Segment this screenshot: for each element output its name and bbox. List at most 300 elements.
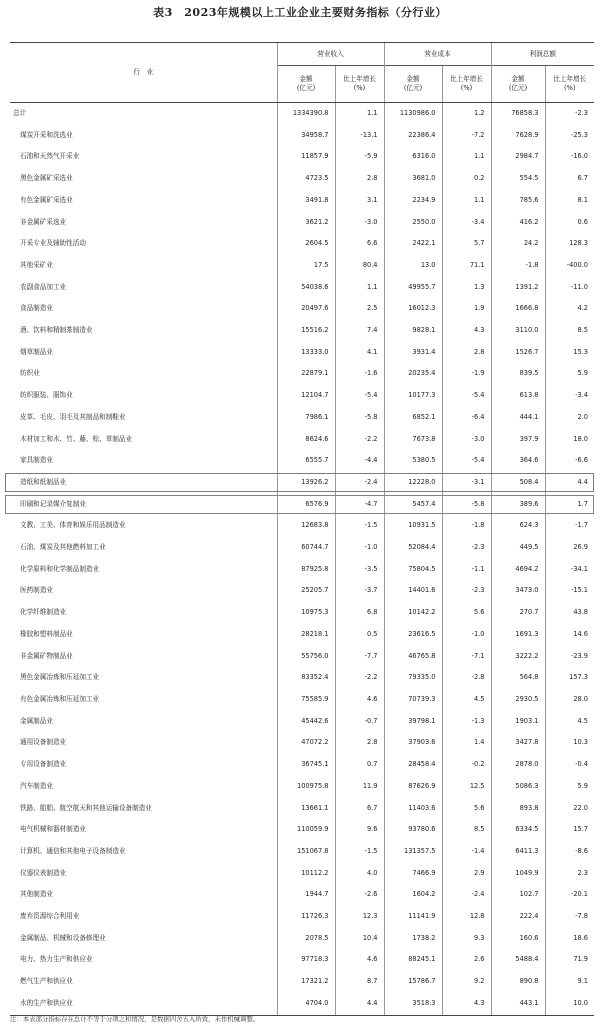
cost-amount: 20235.4 bbox=[384, 363, 442, 385]
profit-amount: 613.8 bbox=[491, 385, 545, 407]
revenue-amount: 11857.9 bbox=[277, 146, 335, 168]
revenue-amount: 13661.1 bbox=[277, 798, 335, 820]
cost-amount: 5380.5 bbox=[384, 450, 442, 472]
table-row bbox=[10, 342, 594, 364]
industry-name: 有色金属冶炼和压延加工业 bbox=[20, 694, 100, 703]
cost-amount: 3681.0 bbox=[384, 168, 442, 190]
profit-amount: 160.6 bbox=[491, 928, 545, 950]
cost-growth: 2.6 bbox=[442, 949, 491, 971]
cost-growth: -0.2 bbox=[442, 754, 491, 776]
table-row bbox=[10, 429, 594, 451]
revenue-growth: -13.1 bbox=[335, 125, 384, 147]
header-profit-growth: 比上年增长 (%) bbox=[545, 66, 594, 103]
revenue-growth: 0.5 bbox=[335, 624, 384, 646]
profit-growth: 18.0 bbox=[545, 429, 594, 451]
revenue-growth: 0.7 bbox=[335, 754, 384, 776]
revenue-growth: 2.8 bbox=[335, 168, 384, 190]
profit-growth: -15.1 bbox=[545, 580, 594, 602]
industry-name: 黑色金属冶炼和压延加工业 bbox=[20, 673, 100, 682]
table-row bbox=[10, 667, 594, 689]
cost-amount: 5457.4 bbox=[384, 494, 442, 516]
industry-name: 黑色金属矿采选业 bbox=[20, 174, 73, 183]
industry-name: 化学原料和化学制品制造业 bbox=[20, 564, 100, 573]
profit-amount: 893.8 bbox=[491, 798, 545, 820]
financial-table bbox=[10, 42, 594, 1016]
profit-amount: 5086.3 bbox=[491, 776, 545, 798]
profit-growth: -20.1 bbox=[545, 884, 594, 906]
industry-name: 计算机、通信和其他电子设备制造业 bbox=[20, 846, 126, 855]
industry-name: 印刷和记录媒介复制业 bbox=[20, 499, 86, 508]
revenue-amount: 3491.8 bbox=[277, 190, 335, 212]
industry-name: 废弃资源综合利用业 bbox=[20, 912, 80, 921]
cost-growth: -2.3 bbox=[442, 580, 491, 602]
revenue-growth: 7.4 bbox=[335, 320, 384, 342]
cost-amount: 7673.8 bbox=[384, 429, 442, 451]
profit-amount: 449.5 bbox=[491, 537, 545, 559]
profit-amount: 4694.2 bbox=[491, 559, 545, 581]
cost-growth: -3.4 bbox=[442, 212, 491, 234]
table-row bbox=[10, 320, 594, 342]
industry-name: 橡胶和塑料制品业 bbox=[20, 629, 73, 638]
cost-growth: 1.2 bbox=[442, 103, 491, 125]
revenue-amount: 87925.8 bbox=[277, 559, 335, 581]
cost-amount: 2550.0 bbox=[384, 212, 442, 234]
revenue-amount: 12104.7 bbox=[277, 385, 335, 407]
cost-growth: 2.9 bbox=[442, 863, 491, 885]
cost-amount: 9828.1 bbox=[384, 320, 442, 342]
profit-amount: 222.4 bbox=[491, 906, 545, 928]
industry-name: 纺织服装、服饰业 bbox=[20, 391, 73, 400]
profit-amount: 6334.5 bbox=[491, 819, 545, 841]
revenue-amount: 55756.0 bbox=[277, 646, 335, 668]
cost-growth: 71.1 bbox=[442, 255, 491, 277]
cost-amount: 93780.6 bbox=[384, 819, 442, 841]
table-row bbox=[10, 537, 594, 559]
cost-amount: 14401.6 bbox=[384, 580, 442, 602]
header-cost: 营业成本 bbox=[384, 43, 491, 66]
cost-amount: 131357.5 bbox=[384, 841, 442, 863]
profit-growth: 4.5 bbox=[545, 711, 594, 733]
profit-growth: -7.8 bbox=[545, 906, 594, 928]
table-row bbox=[10, 277, 594, 299]
revenue-growth: 1.1 bbox=[335, 277, 384, 299]
industry-name: 电气机械和器材制造业 bbox=[20, 825, 86, 834]
industry-name: 总计 bbox=[13, 109, 27, 117]
table-row bbox=[10, 863, 594, 885]
revenue-amount: 83352.4 bbox=[277, 667, 335, 689]
header-profit-amount: 金额 (亿元) bbox=[491, 66, 545, 103]
cost-amount: 3518.3 bbox=[384, 993, 442, 1015]
cost-growth: 1.3 bbox=[442, 277, 491, 299]
revenue-growth: -2.6 bbox=[335, 884, 384, 906]
profit-growth: -0.4 bbox=[545, 754, 594, 776]
revenue-amount: 17321.2 bbox=[277, 971, 335, 993]
revenue-amount: 151067.8 bbox=[277, 841, 335, 863]
revenue-growth: 11.9 bbox=[335, 776, 384, 798]
industry-name: 非金属矿采选业 bbox=[20, 217, 67, 226]
revenue-growth: 6.6 bbox=[335, 233, 384, 255]
cost-amount: 6852.1 bbox=[384, 407, 442, 429]
revenue-growth: -5.4 bbox=[335, 385, 384, 407]
industry-name: 其他制造业 bbox=[20, 890, 53, 899]
industry-name: 纺织业 bbox=[20, 369, 40, 378]
table-row bbox=[10, 646, 594, 668]
profit-growth: 26.9 bbox=[545, 537, 594, 559]
revenue-amount: 11726.3 bbox=[277, 906, 335, 928]
table-row bbox=[10, 602, 594, 624]
profit-growth: -11.0 bbox=[545, 277, 594, 299]
profit-amount: 3110.0 bbox=[491, 320, 545, 342]
cost-amount: 10142.2 bbox=[384, 602, 442, 624]
profit-amount: 1049.9 bbox=[491, 863, 545, 885]
industry-name: 石油、煤炭及其他燃料加工业 bbox=[20, 543, 106, 552]
revenue-amount: 4704.0 bbox=[277, 993, 335, 1015]
revenue-growth: -2.4 bbox=[335, 472, 384, 494]
table-row bbox=[10, 949, 594, 971]
profit-growth: 71.9 bbox=[545, 949, 594, 971]
cost-amount: 52084.4 bbox=[384, 537, 442, 559]
table-row bbox=[10, 515, 594, 537]
cost-growth: -5.4 bbox=[442, 450, 491, 472]
cost-growth: -1.9 bbox=[442, 363, 491, 385]
industry-name: 铁路、船舶、航空航天和其他运输设备制造业 bbox=[20, 803, 152, 812]
table-row bbox=[10, 689, 594, 711]
profit-amount: 1391.2 bbox=[491, 277, 545, 299]
table-row bbox=[10, 255, 594, 277]
profit-growth: 10.3 bbox=[545, 732, 594, 754]
revenue-amount: 3621.2 bbox=[277, 212, 335, 234]
cost-growth: 12.5 bbox=[442, 776, 491, 798]
table-row bbox=[10, 798, 594, 820]
industry-name: 化学纤维制造业 bbox=[20, 608, 67, 617]
revenue-amount: 36745.1 bbox=[277, 754, 335, 776]
profit-growth: 5.9 bbox=[545, 776, 594, 798]
cost-amount: 1738.2 bbox=[384, 928, 442, 950]
revenue-amount: 17.5 bbox=[277, 255, 335, 277]
revenue-growth: 2.5 bbox=[335, 298, 384, 320]
cost-growth: 9.2 bbox=[442, 971, 491, 993]
table-row bbox=[10, 125, 594, 147]
profit-amount: 270.7 bbox=[491, 602, 545, 624]
cost-amount: 1604.2 bbox=[384, 884, 442, 906]
table-row bbox=[10, 472, 594, 494]
table-row bbox=[10, 971, 594, 993]
cost-growth: -6.4 bbox=[442, 407, 491, 429]
revenue-growth: -7.7 bbox=[335, 646, 384, 668]
profit-amount: 3222.2 bbox=[491, 646, 545, 668]
revenue-amount: 15516.2 bbox=[277, 320, 335, 342]
cost-growth: 4.3 bbox=[442, 993, 491, 1015]
table-row bbox=[10, 754, 594, 776]
profit-growth: 28.0 bbox=[545, 689, 594, 711]
profit-amount: 444.1 bbox=[491, 407, 545, 429]
cost-growth: 5.7 bbox=[442, 233, 491, 255]
cost-amount: 2234.9 bbox=[384, 190, 442, 212]
table-row bbox=[10, 233, 594, 255]
cost-growth: 0.2 bbox=[442, 168, 491, 190]
header-revenue: 营业收入 bbox=[277, 43, 384, 66]
revenue-amount: 54038.6 bbox=[277, 277, 335, 299]
industry-name: 燃气生产和供应业 bbox=[20, 977, 73, 986]
industry-name: 烟草制品业 bbox=[20, 347, 53, 356]
table-row bbox=[10, 580, 594, 602]
revenue-amount: 75585.9 bbox=[277, 689, 335, 711]
revenue-amount: 2604.5 bbox=[277, 233, 335, 255]
header-revenue-amount: 金额 (亿元) bbox=[277, 66, 335, 103]
profit-amount: 24.2 bbox=[491, 233, 545, 255]
table-row bbox=[10, 711, 594, 733]
industry-name: 家具制造业 bbox=[20, 456, 53, 465]
profit-growth: 2.3 bbox=[545, 863, 594, 885]
revenue-amount: 1944.7 bbox=[277, 884, 335, 906]
revenue-amount: 4723.5 bbox=[277, 168, 335, 190]
cost-growth: -3.1 bbox=[442, 472, 491, 494]
profit-growth: -34.1 bbox=[545, 559, 594, 581]
cost-growth: -5.4 bbox=[442, 385, 491, 407]
revenue-amount: 110059.9 bbox=[277, 819, 335, 841]
cost-amount: 88245.1 bbox=[384, 949, 442, 971]
revenue-growth: 4.1 bbox=[335, 342, 384, 364]
revenue-growth: 1.1 bbox=[335, 103, 384, 125]
cost-amount: 10177.3 bbox=[384, 385, 442, 407]
profit-amount: 102.7 bbox=[491, 884, 545, 906]
industry-name: 皮革、毛皮、羽毛及其制品和制鞋业 bbox=[20, 412, 126, 421]
industry-name: 酒、饮料和精制茶制造业 bbox=[20, 326, 93, 335]
profit-amount: 624.3 bbox=[491, 515, 545, 537]
profit-amount: 3427.8 bbox=[491, 732, 545, 754]
table-row bbox=[10, 212, 594, 234]
industry-name: 非金属矿物制品业 bbox=[20, 651, 73, 660]
cost-amount: 10931.5 bbox=[384, 515, 442, 537]
profit-growth: 1.7 bbox=[545, 494, 594, 516]
cost-amount: 7466.9 bbox=[384, 863, 442, 885]
revenue-amount: 1334390.8 bbox=[277, 103, 335, 125]
revenue-growth: -5.9 bbox=[335, 146, 384, 168]
profit-amount: 416.2 bbox=[491, 212, 545, 234]
header-revenue-growth: 比上年增长 (%) bbox=[335, 66, 384, 103]
cost-amount: 87626.9 bbox=[384, 776, 442, 798]
table-row bbox=[10, 819, 594, 841]
profit-growth: 8.5 bbox=[545, 320, 594, 342]
cost-growth: -1.3 bbox=[442, 711, 491, 733]
profit-amount: 2930.5 bbox=[491, 689, 545, 711]
profit-growth: -23.9 bbox=[545, 646, 594, 668]
revenue-growth: -2.2 bbox=[335, 429, 384, 451]
profit-growth: 10.0 bbox=[545, 993, 594, 1015]
industry-name: 文教、工美、体育和娱乐用品制造业 bbox=[20, 521, 126, 530]
header-profit: 利润总额 bbox=[491, 43, 594, 66]
profit-growth: 18.6 bbox=[545, 928, 594, 950]
cost-growth: 1.1 bbox=[442, 146, 491, 168]
revenue-growth: -3.7 bbox=[335, 580, 384, 602]
revenue-growth: 4.6 bbox=[335, 689, 384, 711]
profit-growth: 9.1 bbox=[545, 971, 594, 993]
profit-amount: 364.6 bbox=[491, 450, 545, 472]
profit-amount: 554.5 bbox=[491, 168, 545, 190]
revenue-growth: 3.1 bbox=[335, 190, 384, 212]
table-title: 表3 2023年规模以上工业企业主要财务指标（分行业） bbox=[153, 6, 447, 19]
revenue-growth: 6.7 bbox=[335, 798, 384, 820]
profit-growth: 22.0 bbox=[545, 798, 594, 820]
profit-amount: 3473.0 bbox=[491, 580, 545, 602]
cost-amount: 23616.5 bbox=[384, 624, 442, 646]
revenue-amount: 28218.1 bbox=[277, 624, 335, 646]
cost-amount: 16012.3 bbox=[384, 298, 442, 320]
cost-amount: 12228.0 bbox=[384, 472, 442, 494]
profit-growth: -25.3 bbox=[545, 125, 594, 147]
revenue-growth: 2.8 bbox=[335, 732, 384, 754]
profit-amount: 2878.0 bbox=[491, 754, 545, 776]
profit-growth: 15.3 bbox=[545, 342, 594, 364]
revenue-growth: -1.6 bbox=[335, 363, 384, 385]
cost-amount: 22386.4 bbox=[384, 125, 442, 147]
profit-growth: 157.3 bbox=[545, 667, 594, 689]
cost-amount: 3931.4 bbox=[384, 342, 442, 364]
revenue-growth: -3.0 bbox=[335, 212, 384, 234]
cost-growth: 4.3 bbox=[442, 320, 491, 342]
table-row bbox=[10, 407, 594, 429]
table-row bbox=[10, 559, 594, 581]
cost-amount: 28458.4 bbox=[384, 754, 442, 776]
cost-growth: 1.9 bbox=[442, 298, 491, 320]
cost-amount: 2422.1 bbox=[384, 233, 442, 255]
table-row bbox=[10, 190, 594, 212]
industry-name: 专用设备制造业 bbox=[20, 760, 67, 769]
revenue-amount: 10112.2 bbox=[277, 863, 335, 885]
industry-name: 食品制造业 bbox=[20, 304, 53, 313]
profit-growth: 14.6 bbox=[545, 624, 594, 646]
profit-growth: 128.3 bbox=[545, 233, 594, 255]
industry-name: 其他采矿业 bbox=[20, 260, 53, 269]
profit-growth: 4.4 bbox=[545, 472, 594, 494]
cost-amount: 75804.5 bbox=[384, 559, 442, 581]
profit-amount: 1526.7 bbox=[491, 342, 545, 364]
table-row bbox=[10, 993, 594, 1015]
table-row bbox=[10, 624, 594, 646]
cost-growth: -2.8 bbox=[442, 667, 491, 689]
cost-amount: 1130986.0 bbox=[384, 103, 442, 125]
industry-name: 木材加工和木、竹、藤、棕、草制品业 bbox=[20, 434, 133, 443]
revenue-growth: -3.5 bbox=[335, 559, 384, 581]
revenue-amount: 100975.8 bbox=[277, 776, 335, 798]
revenue-growth: 10.4 bbox=[335, 928, 384, 950]
table-row bbox=[10, 168, 594, 190]
revenue-growth: 6.8 bbox=[335, 602, 384, 624]
cost-amount: 70739.3 bbox=[384, 689, 442, 711]
industry-name: 石油和天然气开采业 bbox=[20, 152, 80, 161]
industry-name: 医药制造业 bbox=[20, 586, 53, 595]
industry-name: 农副食品加工业 bbox=[20, 282, 67, 291]
industry-name: 金属制品业 bbox=[20, 716, 53, 725]
cost-growth: -7.2 bbox=[442, 125, 491, 147]
profit-amount: 1691.3 bbox=[491, 624, 545, 646]
revenue-growth: 12.3 bbox=[335, 906, 384, 928]
profit-growth: 8.1 bbox=[545, 190, 594, 212]
cost-amount: 15786.7 bbox=[384, 971, 442, 993]
table-row bbox=[10, 146, 594, 168]
profit-growth: -3.4 bbox=[545, 385, 594, 407]
cost-amount: 11403.6 bbox=[384, 798, 442, 820]
table-body bbox=[10, 103, 594, 1016]
cost-growth: 8.5 bbox=[442, 819, 491, 841]
revenue-growth: 4.0 bbox=[335, 863, 384, 885]
table-row bbox=[10, 906, 594, 928]
cost-amount: 6316.0 bbox=[384, 146, 442, 168]
cost-amount: 13.0 bbox=[384, 255, 442, 277]
cost-amount: 37903.6 bbox=[384, 732, 442, 754]
profit-amount: 5488.4 bbox=[491, 949, 545, 971]
cost-amount: 46765.8 bbox=[384, 646, 442, 668]
financial-table-container bbox=[10, 42, 594, 1016]
cost-growth: 5.6 bbox=[442, 602, 491, 624]
industry-name: 水的生产和供应业 bbox=[10, 993, 277, 1015]
cost-growth: -3.0 bbox=[442, 429, 491, 451]
profit-amount: 2984.7 bbox=[491, 146, 545, 168]
table-row bbox=[10, 928, 594, 950]
cost-growth: 5.6 bbox=[442, 798, 491, 820]
profit-growth: 4.2 bbox=[545, 298, 594, 320]
revenue-growth: 9.6 bbox=[335, 819, 384, 841]
cost-growth: -2.3 bbox=[442, 537, 491, 559]
revenue-growth: -2.2 bbox=[335, 667, 384, 689]
revenue-growth: -1.5 bbox=[335, 841, 384, 863]
header-industry: 行 业 bbox=[10, 43, 277, 103]
revenue-amount: 34958.7 bbox=[277, 125, 335, 147]
header-cost-growth: 比上年增长 (%) bbox=[442, 66, 491, 103]
industry-name: 通用设备制造业 bbox=[20, 738, 67, 747]
cost-growth: 2.8 bbox=[442, 342, 491, 364]
profit-growth: 2.0 bbox=[545, 407, 594, 429]
cost-amount: 39798.1 bbox=[384, 711, 442, 733]
cost-growth: -1.0 bbox=[442, 624, 491, 646]
profit-amount: 443.1 bbox=[491, 993, 545, 1015]
revenue-amount: 25205.7 bbox=[277, 580, 335, 602]
revenue-amount: 45442.6 bbox=[277, 711, 335, 733]
revenue-growth: -1.5 bbox=[335, 515, 384, 537]
industry-name: 电力、热力生产和供应业 bbox=[20, 955, 93, 964]
profit-growth: 43.8 bbox=[545, 602, 594, 624]
cost-growth: -5.8 bbox=[442, 494, 491, 516]
table-row bbox=[10, 103, 594, 125]
industry-name: 造纸和纸制品业 bbox=[20, 477, 67, 486]
revenue-growth: -0.7 bbox=[335, 711, 384, 733]
profit-amount: 6411.3 bbox=[491, 841, 545, 863]
revenue-growth: -4.4 bbox=[335, 450, 384, 472]
profit-growth: 15.7 bbox=[545, 819, 594, 841]
cost-amount: 49955.7 bbox=[384, 277, 442, 299]
cost-growth: 1.1 bbox=[442, 190, 491, 212]
revenue-growth: -5.8 bbox=[335, 407, 384, 429]
revenue-amount: 60744.7 bbox=[277, 537, 335, 559]
revenue-growth: -1.0 bbox=[335, 537, 384, 559]
revenue-amount: 47072.2 bbox=[277, 732, 335, 754]
cost-growth: 1.4 bbox=[442, 732, 491, 754]
cost-growth: 4.5 bbox=[442, 689, 491, 711]
cost-amount: 79335.0 bbox=[384, 667, 442, 689]
table-row bbox=[10, 450, 594, 472]
footnote: 注：本表部分指标存在总计不等于分项之和情况，是数据四舍五入所致，未作机械调整。 bbox=[10, 1015, 260, 1023]
profit-growth: -400.0 bbox=[545, 255, 594, 277]
revenue-amount: 12683.8 bbox=[277, 515, 335, 537]
cost-amount: 11141.9 bbox=[384, 906, 442, 928]
cost-growth: -2.4 bbox=[442, 884, 491, 906]
industry-name: 有色金属矿采选业 bbox=[20, 195, 73, 204]
profit-amount: 76858.3 bbox=[491, 103, 545, 125]
profit-amount: 890.8 bbox=[491, 971, 545, 993]
table-row bbox=[10, 298, 594, 320]
table-row bbox=[10, 363, 594, 385]
profit-amount: 7628.9 bbox=[491, 125, 545, 147]
